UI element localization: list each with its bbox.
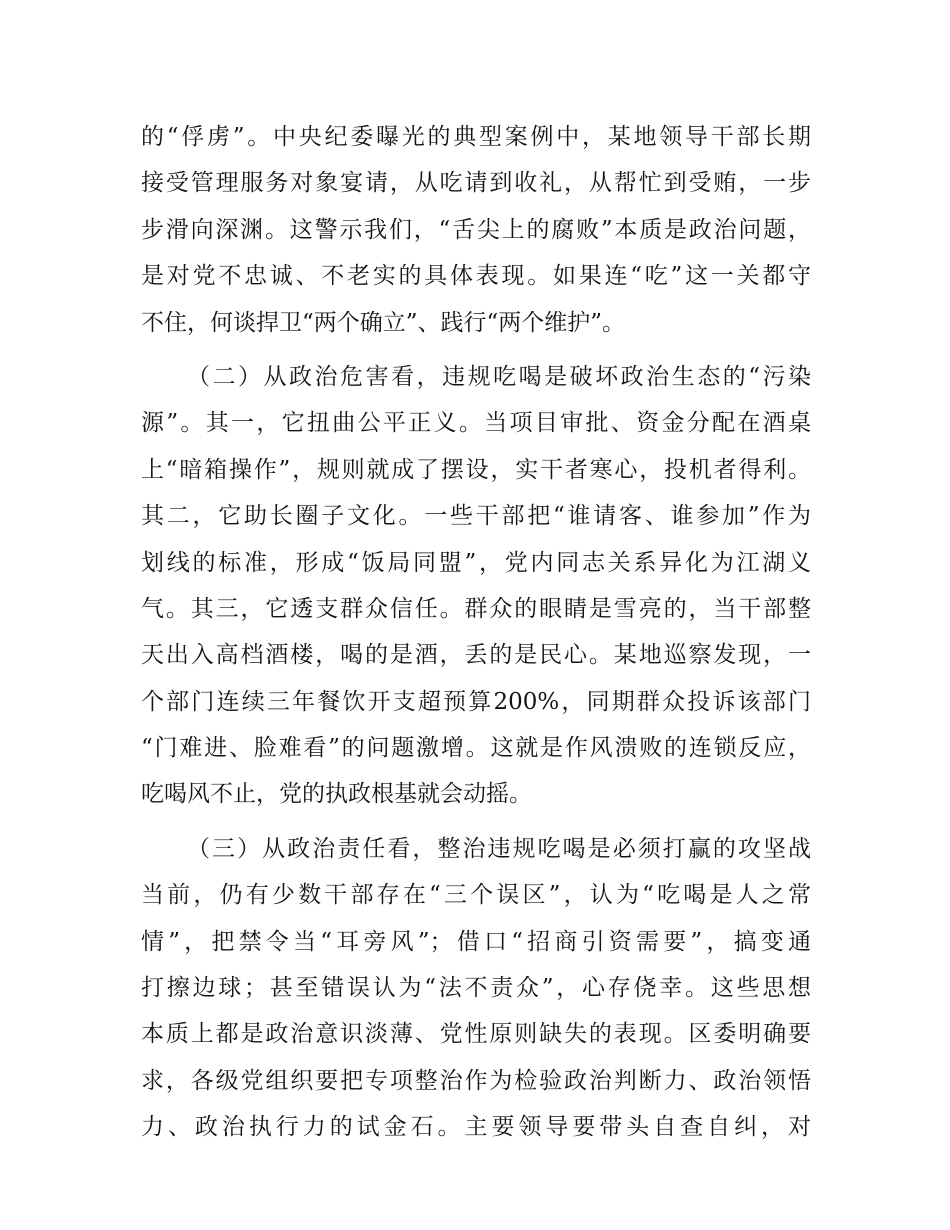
text-line: 的“俘虏”。中央纪委曝光的典型案例中，某地领导干部长期 [141, 124, 811, 150]
text-line: 源”。其一，它扭曲公平正义。当项目审批、资金分配在酒桌 [141, 410, 811, 437]
text-line: 接受管理服务对象宴请，从吃请到收礼，从帮忙到受贿，一步 [141, 170, 811, 197]
text-line: 打擦边球；甚至错误认为“法不责众”，心存侥幸。这些思想 [141, 975, 811, 1002]
text-line: 是对党不忠诚、不老实的具体表现。如果连“吃”这一关都守 [141, 263, 811, 290]
text-line: 吃喝风不止，党的执政根基就会动摇。 [141, 781, 532, 808]
text-line: （三）从政治责任看，整治违规吃喝是必须打赢的攻坚战 [187, 835, 811, 862]
text-line: 当前，仍有少数干部存在“三个误区”，认为“吃喝是人之常 [141, 882, 811, 909]
text-line: 不住，何谈捍卫“两个确立”、践行“两个维护”。 [141, 309, 626, 336]
text-line: 天出入高档酒楼，喝的是酒，丢的是民心。某地巡察发现，一 [141, 642, 811, 669]
text-line: （二）从政治危害看，违规吃喝是破坏政治生态的“污染 [187, 363, 811, 390]
text-line: 求，各级党组织要把专项整治作为检验政治判断力、政治领悟 [141, 1067, 811, 1094]
text-line: “门难进、脸难看”的问题激增。这就是作风溃败的连锁反应， [141, 735, 811, 762]
text-line: 本质上都是政治意识淡薄、党性原则缺失的表现。区委明确要 [141, 1021, 811, 1048]
paragraph [141, 826, 811, 1151]
paragraph [141, 114, 811, 346]
text-line: 气。其三，它透支群众信任。群众的眼睛是雪亮的，当干部整 [141, 595, 811, 622]
text-line: 划线的标准，形成“饭局同盟”，党内同志关系异化为江湖义 [141, 549, 811, 576]
text-line: 情”，把禁令当“耳旁风”；借口“招商引资需要”，搞变通 [141, 928, 811, 955]
text-line: 步滑向深渊。这警示我们，“舌尖上的腐败”本质是政治问题， [141, 216, 811, 243]
text-line: 上“暗箱操作”，规则就成了摆设，实干者寒心，投机者得利。 [141, 456, 811, 483]
text-line: 个部门连续三年餐饮开支超预算200%，同期群众投诉该部门 [141, 688, 811, 715]
text-line: 其二，它助长圈子文化。一些干部把“谁请客、谁参加”作为 [141, 503, 811, 530]
paragraph [141, 354, 811, 818]
text-line: 力、政治执行力的试金石。主要领导要带头自查自纠，对 [141, 1114, 811, 1141]
document-body [141, 114, 811, 1151]
